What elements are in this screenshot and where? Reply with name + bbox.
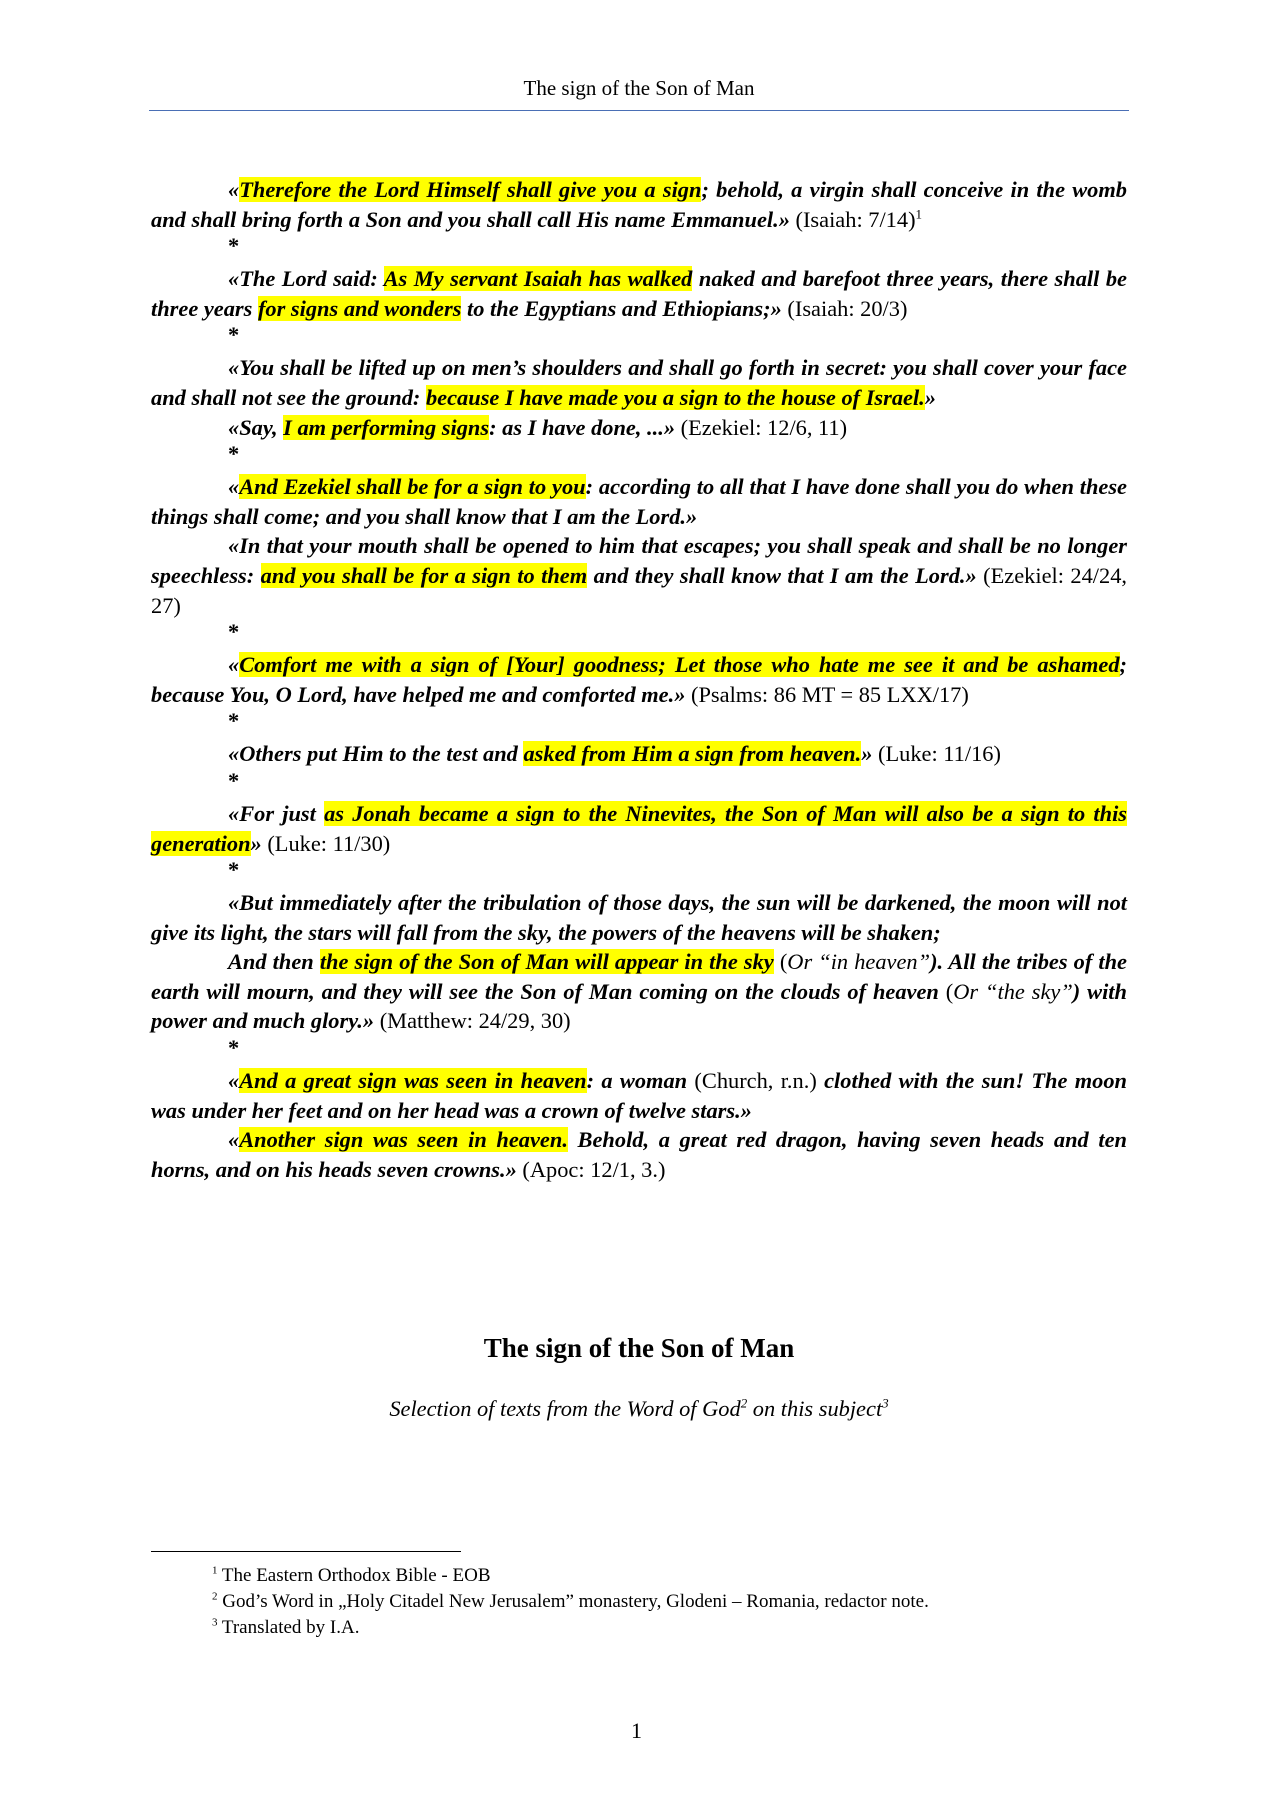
quote-text: ) with power and much glory.»: [151, 978, 1127, 1034]
quote-paragraph: [151, 353, 1127, 412]
section-title: The sign of the Son of Man: [483, 1333, 795, 1363]
reference-text: (: [945, 978, 954, 1004]
footnote-text: Translated by I.A.: [217, 1617, 360, 1638]
quote-text: «Say,: [228, 414, 284, 440]
footnote-number: 2: [212, 1590, 218, 1603]
reference-text: (Psalms: 86 MT = 85 LXX/17): [685, 681, 969, 707]
quote-text: «: [228, 1068, 240, 1094]
quote-text: ). All the tribes of the earth will mourn, and they will see the Son of Man coming on the clouds of heaven: [151, 949, 1127, 1004]
quote-paragraph: [151, 1125, 1127, 1184]
quote-text: naked and barefoot three years, there shall be three years: [151, 266, 1127, 321]
footnote-number: 1: [212, 1564, 218, 1577]
highlighted-text: And Ezekiel shall be for a sign to you: [239, 474, 586, 500]
highlighted-text: because I have made you a sign to the house of Israel.: [425, 384, 925, 410]
quote-paragraph: [151, 413, 1127, 443]
reference-text: (: [773, 949, 788, 975]
quote-text: «In that your mouth shall be opened to him that escapes; you shall speak and shall be no longer speechless:: [151, 533, 1127, 588]
reference-text: (Isaiah: 20/3): [781, 295, 908, 321]
quote-text: and they shall know that I am the Lord.»: [587, 562, 977, 588]
reference-text: (Church, r.n.): [694, 1068, 817, 1094]
header-divider: [149, 110, 1129, 111]
quote-text: »: [250, 830, 262, 856]
subtitle-text: on this subject: [747, 1396, 883, 1421]
section-subtitle: [151, 1396, 1127, 1422]
footnote-divider: [151, 1551, 461, 1552]
footnote-ref[interactable]: 2: [740, 1395, 748, 1411]
section-separator: *: [228, 708, 240, 734]
reference-text: (Luke: 11/30): [261, 830, 391, 856]
quote-text: «Others put Him to the test and: [228, 741, 524, 767]
footnote-text: The Eastern Orthodox Bible - EOB: [217, 1565, 491, 1586]
subtitle-text: Selection of texts from the Word of God: [389, 1396, 741, 1421]
highlighted-text: Therefore the Lord Himself shall give you a sign: [239, 177, 702, 202]
footnotes: [212, 1563, 929, 1641]
quote-paragraph: [151, 947, 1127, 1036]
quote-text: ; behold, a virgin shall conceive in the womb and shall bring forth a Son and you shall call His name Emmanuel.»: [151, 177, 1127, 232]
section-separator: *: [228, 767, 240, 793]
section-separator: *: [228, 1035, 240, 1061]
quote-text: to the Egyptians and Ethiopians;»: [461, 295, 782, 321]
highlighted-text: I am performing signs: [283, 414, 490, 440]
footnote-ref[interactable]: 1: [915, 206, 923, 222]
footnote-text: God’s Word in „Holy Citadel New Jerusalem” monastery, Glodeni – Romania, redactor note.: [217, 1591, 929, 1612]
footnote: [212, 1563, 929, 1589]
quote-paragraph: [151, 650, 1127, 709]
quote-text: Or “the sky”: [953, 978, 1073, 1004]
highlighted-text: as Jonah became a sign to the Ninevites, the Son of Man will also be a sign to this generation: [151, 800, 1128, 856]
highlighted-text: Another sign was seen in heaven.: [239, 1127, 568, 1153]
section-separator: *: [228, 857, 240, 883]
section-separator: *: [228, 233, 240, 259]
quote-text: ; because You, O Lord, have helped me and comforted me.»: [151, 652, 1127, 707]
quote-text: «: [228, 1127, 240, 1153]
quote-text: clothed with the sun! The moon was under her feet and on her head was a crown of twelve stars.»: [151, 1068, 1128, 1123]
reference-text: (Ezekiel: 24/24, 27): [151, 562, 1127, 618]
quote-paragraph: [151, 1066, 1127, 1125]
highlighted-text: As My servant Isaiah has walked: [383, 266, 693, 292]
quote-text: »: [924, 384, 936, 410]
quote-text: »: [861, 741, 873, 767]
footnote-number: 3: [212, 1616, 218, 1629]
highlighted-text: Comfort me with a sign of [Your] goodness; Let those who hate me see it and be ashamed: [239, 652, 1120, 678]
section-separator: *: [228, 322, 240, 348]
reference-text: (Isaiah: 7/14): [789, 206, 916, 232]
highlighted-text: And a great sign was seen in heaven: [239, 1068, 587, 1094]
highlighted-text: asked from Him a sign from heaven.: [523, 741, 862, 767]
section-separator: *: [228, 619, 240, 645]
quote-paragraph: [151, 888, 1127, 947]
reference-text: (Matthew: 24/29, 30): [374, 1008, 571, 1034]
quote-text: «: [228, 177, 240, 202]
reference-text: (Ezekiel: 12/6, 11): [675, 414, 848, 440]
quote-paragraph: [151, 264, 1127, 323]
highlighted-text: and you shall be for a sign to them: [260, 562, 588, 588]
footnote: [212, 1589, 929, 1615]
footnote: [212, 1615, 929, 1641]
quote-paragraph: [151, 739, 1127, 769]
reference-text: (Apoc: 12/1, 3.): [516, 1156, 666, 1182]
highlighted-text: for signs and wonders: [257, 295, 462, 321]
quote-text: «: [228, 474, 240, 500]
quote-text: And then: [228, 949, 320, 975]
quote-text: «The Lord said:: [228, 266, 384, 292]
quote-text: : a woman: [586, 1068, 695, 1094]
section-separator: *: [228, 441, 240, 467]
quote-text: «You shall be lifted up on men’s shoulders and shall go forth in secret: you shall cover your face and shall not see the ground:: [151, 355, 1127, 410]
quote-paragraph: [151, 472, 1127, 531]
document-body: [151, 175, 1127, 1184]
quote-text: «: [228, 652, 240, 678]
running-header: The sign of the Son of Man: [523, 76, 755, 100]
quote-text: «But immediately after the tribulation of those days, the sun will be darkened, the moon will not give its light, the stars will fall from the sky, the powers of the heavens will be shaken;: [151, 890, 1127, 945]
quote-text: Or “in heaven”: [787, 949, 931, 975]
page-number: 1: [631, 1718, 642, 1743]
quote-text: «For just: [228, 800, 325, 826]
quote-text: : according to all that I have done shall you do when these things shall come; and you shall know that I am the Lord.»: [151, 474, 1127, 529]
quote-paragraph: [151, 531, 1127, 620]
reference-text: (Luke: 11/16): [872, 741, 1001, 767]
quote-paragraph: [151, 175, 1127, 234]
quote-paragraph: [151, 799, 1127, 858]
highlighted-text: the sign of the Son of Man will appear in the sky: [319, 949, 774, 975]
quote-text: Behold, a great red dragon, having seven heads and ten horns, and on his heads seven crowns.»: [151, 1127, 1127, 1182]
quote-text: : as I have done, ...»: [489, 414, 676, 440]
footnote-ref[interactable]: 3: [882, 1395, 889, 1411]
